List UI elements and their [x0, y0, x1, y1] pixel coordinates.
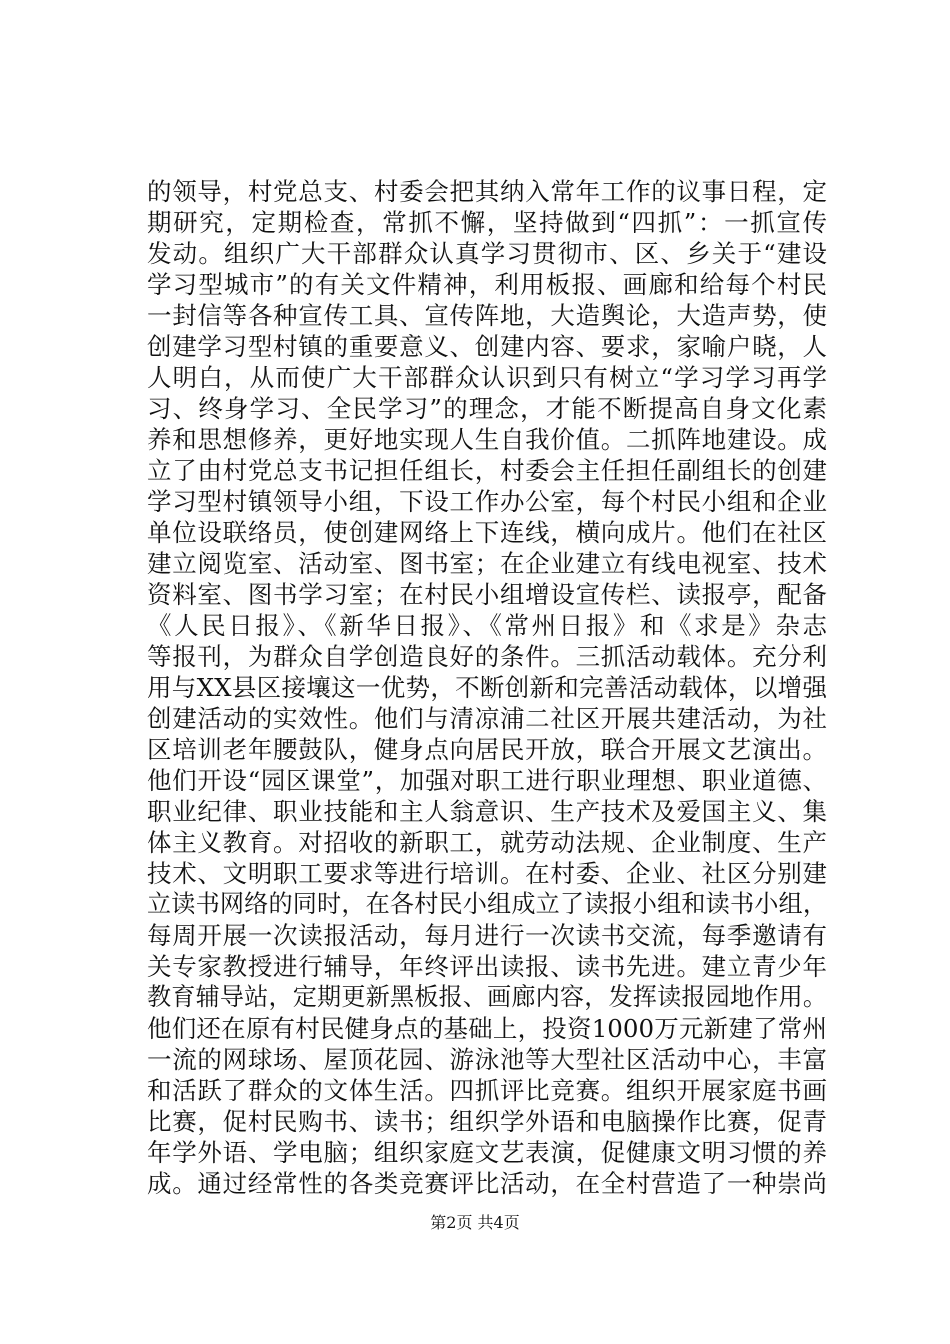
page-number-label: 第2页 共4页: [430, 1213, 520, 1232]
text-line-2: 期研究，定期检查，常抓不懈，坚持做到“四抓”：一抓宣传: [147, 208, 827, 237]
text-line-19: 区培训老年腰鼓队，健身点向居民开放，联合开展文艺演出。: [147, 735, 827, 764]
text-line-22: 体主义教育。对招收的新职工，就劳动法规、企业制度、生产: [147, 828, 827, 857]
text-line-12: 单位设联络员，使创建网络上下连线，横向成片。他们在社区: [147, 518, 827, 547]
text-line-27: 教育辅导站，定期更新黑板报、画廊内容，发挥读报园地作用。: [147, 983, 827, 1011]
page-footer: [0, 1213, 950, 1233]
text-line-31: 比赛，促村民购书、读书；组织学外语和电脑操作比赛，促青: [147, 1107, 827, 1136]
text-line-25: 每周开展一次读报活动，每月进行一次读书交流，每季邀请有: [147, 921, 827, 950]
text-line-21: 职业纪律、职业技能和主人翁意识、生产技术及爱国主义、集: [147, 797, 827, 826]
body-text: [147, 176, 827, 1199]
text-line-32: 年学外语、学电脑；组织家庭文艺表演，促健康文明习惯的养: [147, 1138, 827, 1167]
text-line-7: 人明白，从而使广大干部群众认识到只有树立“学习学习再学: [147, 363, 827, 392]
text-line-17: 用与XX县区接壤这一优势，不断创新和完善活动载体，以增强: [147, 673, 827, 702]
text-line-13: 建立阅览室、活动室、图书室；在企业建立有线电视室、技术: [147, 549, 827, 578]
text-line-33: 成。通过经常性的各类竞赛评比活动，在全村营造了一种崇尚: [147, 1169, 827, 1198]
text-line-9: 养和思想修养，更好地实现人生自我价值。二抓阵地建设。成: [147, 425, 827, 454]
text-line-26: 关专家教授进行辅导，年终评出读报、读书先进。建立青少年: [147, 952, 827, 981]
text-line-6: 创建学习型村镇的重要意义、创建内容、要求，家喻户晓，人: [147, 332, 827, 361]
text-line-10: 立了由村党总支书记担任组长，村委会主任担任副组长的创建: [147, 456, 827, 485]
text-line-28: 他们还在原有村民健身点的基础上，投资1000万元新建了常州: [147, 1014, 827, 1043]
text-line-18: 创建活动的实效性。他们与清凉浦二社区开展共建活动，为社: [147, 704, 827, 733]
text-line-20: 他们开设“园区课堂”，加强对职工进行职业理想、职业道德、: [147, 766, 827, 795]
text-line-15: 《人民日报》、《新华日报》、《常州日报》和《求是》杂志: [147, 611, 827, 640]
text-line-11: 学习型村镇领导小组，下设工作办公室，每个村民小组和企业: [147, 487, 827, 516]
text-line-14: 资料室、图书学习室；在村民小组增设宣传栏、读报亭，配备: [147, 580, 827, 609]
text-line-8: 习、终身学习、全民学习”的理念，才能不断提高自身文化素: [147, 394, 827, 423]
text-line-3: 发动。组织广大干部群众认真学习贯彻市、区、乡关于“建设: [147, 239, 827, 268]
text-line-5: 一封信等各种宣传工具、宣传阵地，大造舆论，大造声势，使: [147, 301, 827, 330]
text-line-1: 的领导，村党总支、村委会把其纳入常年工作的议事日程，定: [147, 177, 827, 206]
text-line-29: 一流的网球场、屋顶花园、游泳池等大型社区活动中心，丰富: [147, 1045, 827, 1074]
text-line-4: 学习型城市”的有关文件精神，利用板报、画廊和给每个村民: [147, 270, 827, 299]
text-line-24: 立读书网络的同时，在各村民小组成立了读报小组和读书小组，: [147, 890, 827, 918]
text-line-23: 技术、文明职工要求等进行培训。在村委、企业、社区分别建: [147, 859, 827, 888]
text-line-16: 等报刊，为群众自学创造良好的条件。三抓活动载体。充分利: [147, 642, 827, 671]
text-line-30: 和活跃了群众的文体生活。四抓评比竞赛。组织开展家庭书画: [147, 1076, 827, 1105]
